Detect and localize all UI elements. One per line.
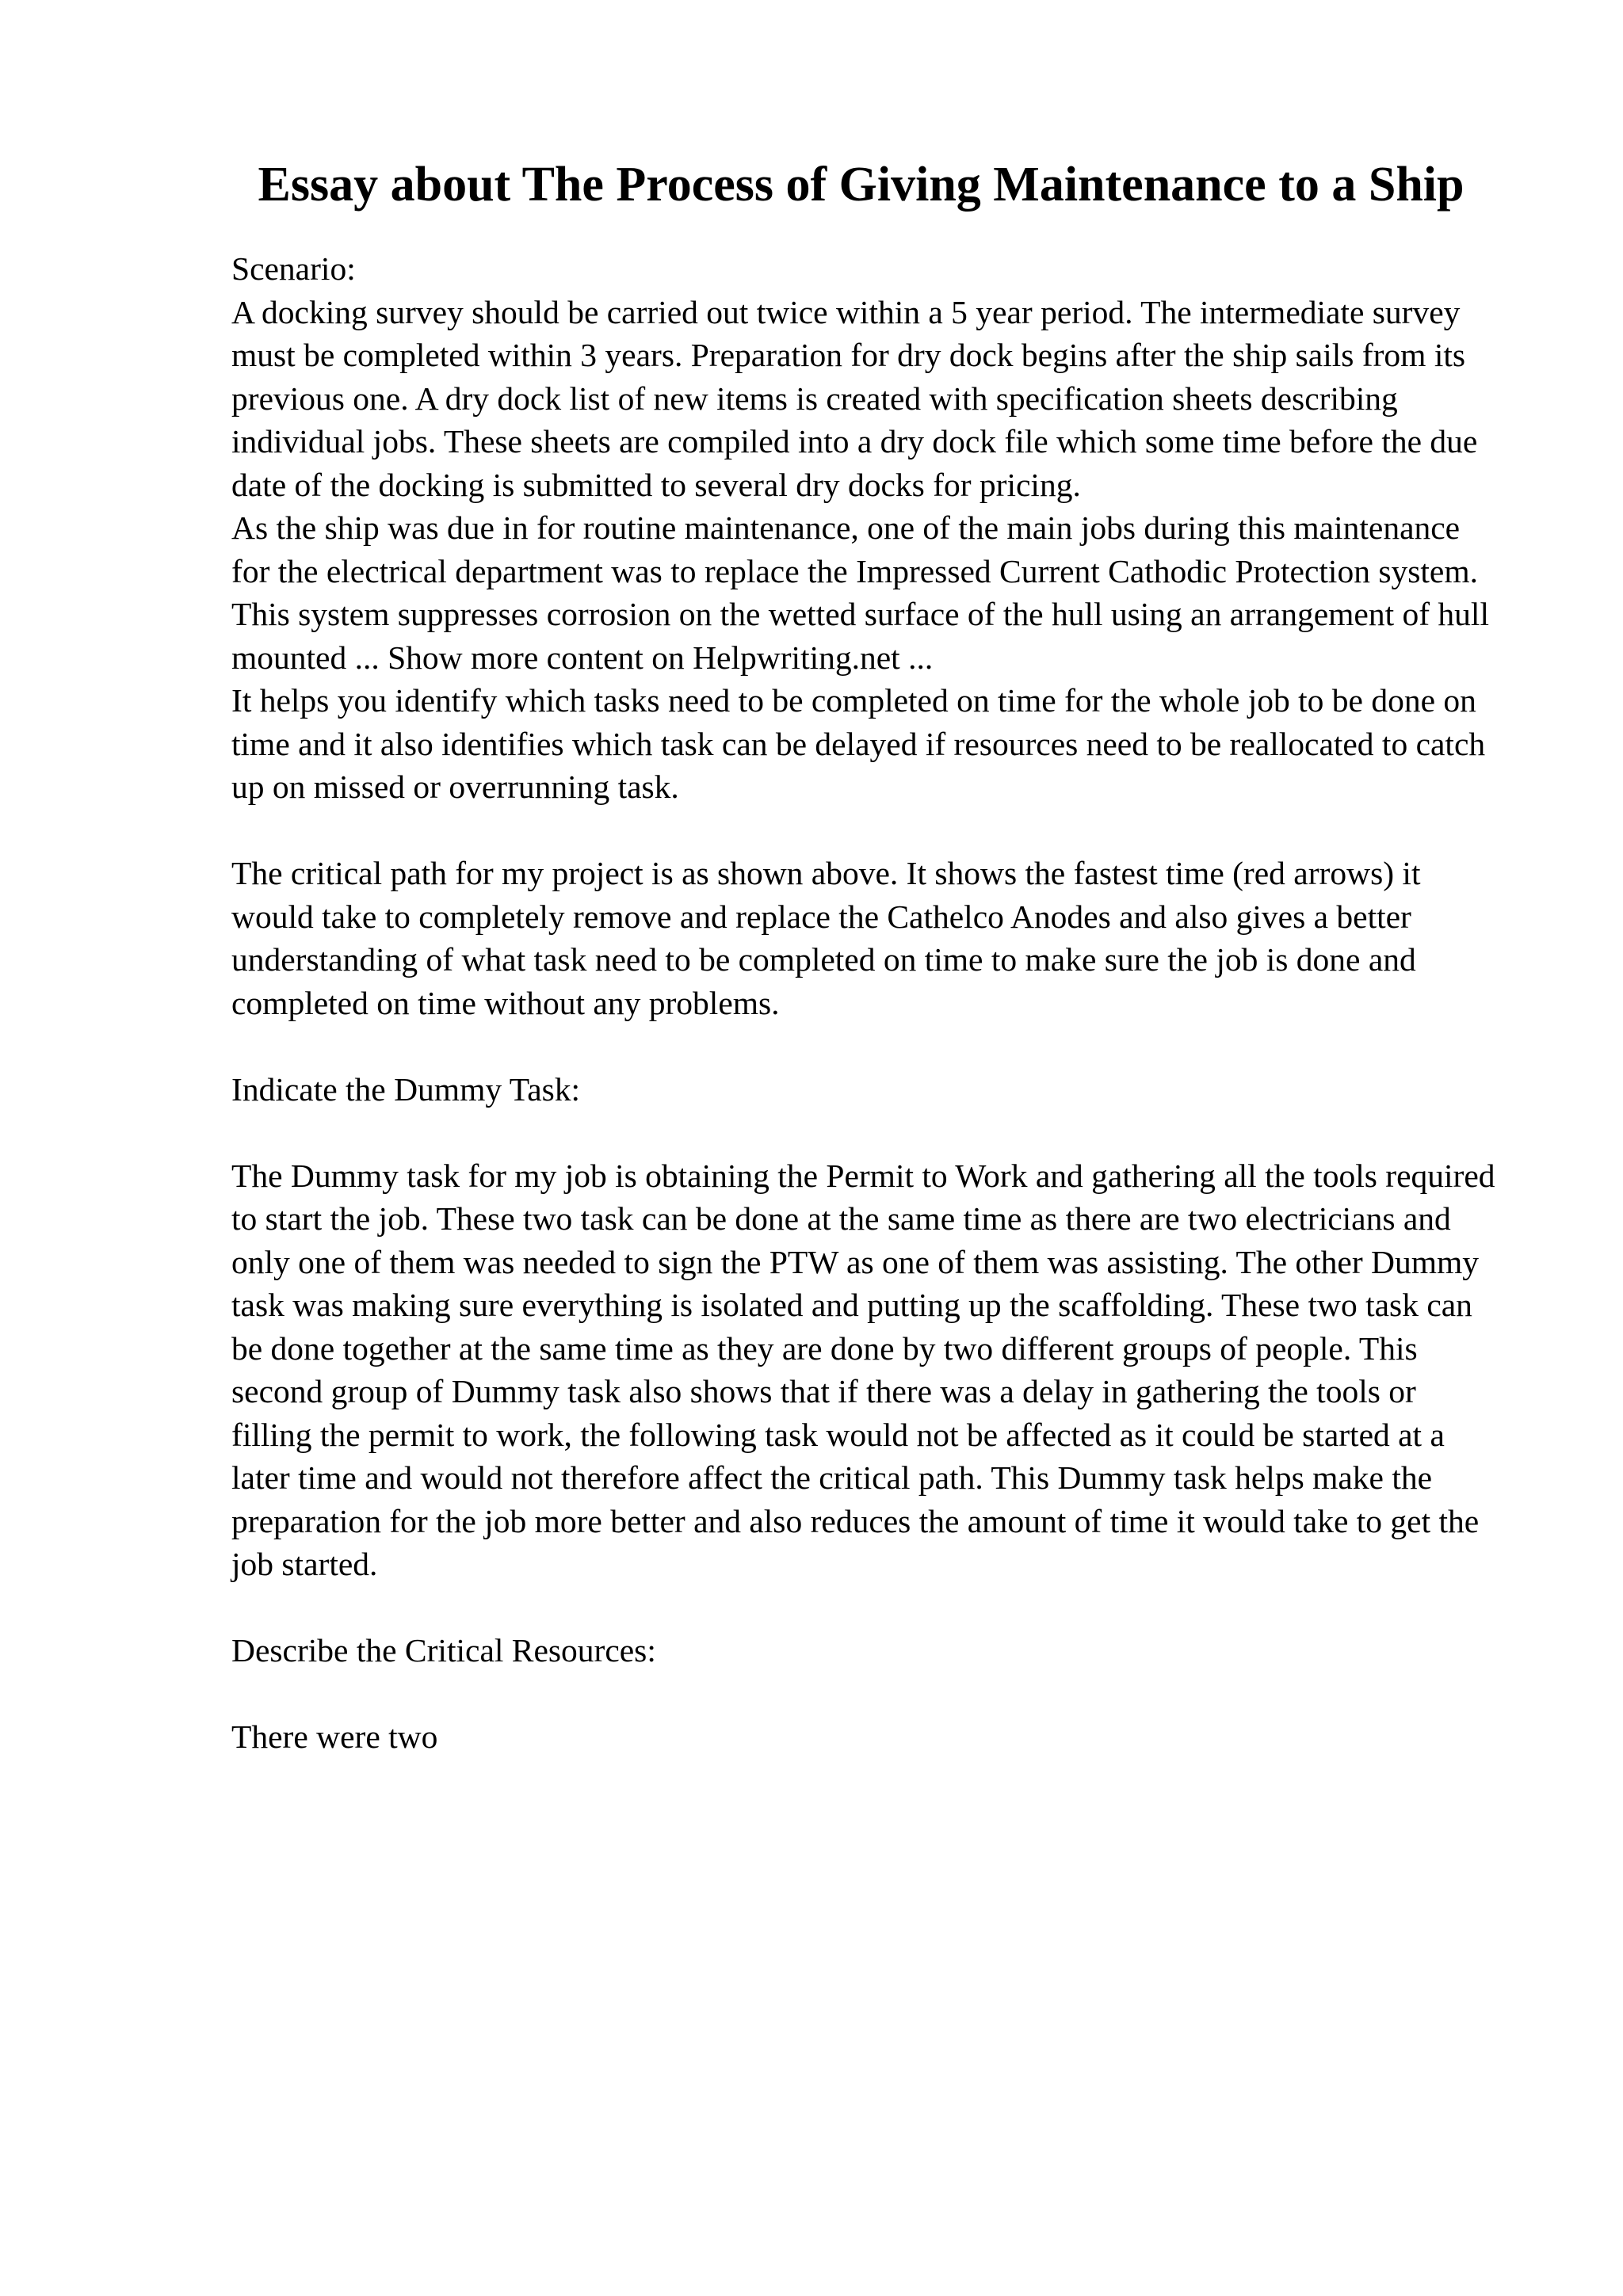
paragraph-gap [231,1672,1499,1716]
paragraph-routine-maintenance: As the ship was due in for routine maintenance, one of the main jobs during this maintenance for the electrical department was to replace the Impressed Current Cathodic Protection system. This system suppresses corrosion on the wetted surface of the hull using an arrangement of hull mounted ... Show more content on Helpwriting.net ... [231,509,1489,676]
paragraph-gap [231,1024,1499,1068]
paragraph-gap [231,809,1499,852]
paragraph-critical-path: The critical path for my project is as shown above. It shows the fastest time (red arrows) it would take to completely remove and replace the Cathelco Anodes and also gives a better understanding of what task need to be completed on time to make sure the job is done and completed on time without any problems. [231,855,1421,1021]
paragraph-dummy-task: The Dummy task for my job is obtaining the Permit to Work and gathering all the tools required to start the job. These two task can be done at the same time as there are two electricians and only one of them was needed to sign the PTW as one of them was assisting. The other Dummy task was making sure everything is isolated and putting up the scaffolding. These two task can be done together at the same time as they are done by two different groups of people. This second group of Dummy task also shows that if there was a delay in gathering the tools or filling the permit to work, the following task would not be affected as it could be started at a later time and would not therefore affect the critical path. This Dummy task helps make the preparation for the job more better and also reduces the amount of time it would take to get the job started. [231,1157,1495,1582]
document-body [231,247,1499,1759]
heading-critical-resources: Describe the Critical Resources: [231,1632,656,1669]
heading-dummy-task: Indicate the Dummy Task: [231,1070,581,1108]
scenario-label: Scenario: [231,250,356,287]
paragraph-gap [231,1111,1499,1154]
paragraph-task-identification: It helps you identify which tasks need to be completed on time for the whole job to be done on time and it also identifies which task can be delayed if resources need to be reallocated to catch up on missed or overrunning task. [231,682,1486,805]
paragraph-there-were-two: There were two [231,1718,438,1755]
paragraph-gap [231,1586,1499,1630]
document-title: Essay about The Process of Giving Maintenance to a Ship [258,158,1465,212]
paragraph-docking-survey: A docking survey should be carried out twice within a 5 year period. The intermediate survey must be completed within 3 years. Preparation for dry dock begins after the ship sails from its previous one. A dry dock list of new items is created with specification sheets describing individual jobs. These sheets are compiled into a dry dock file which some time before the due date of the docking is submitted to several dry docks for pricing. [231,293,1478,503]
